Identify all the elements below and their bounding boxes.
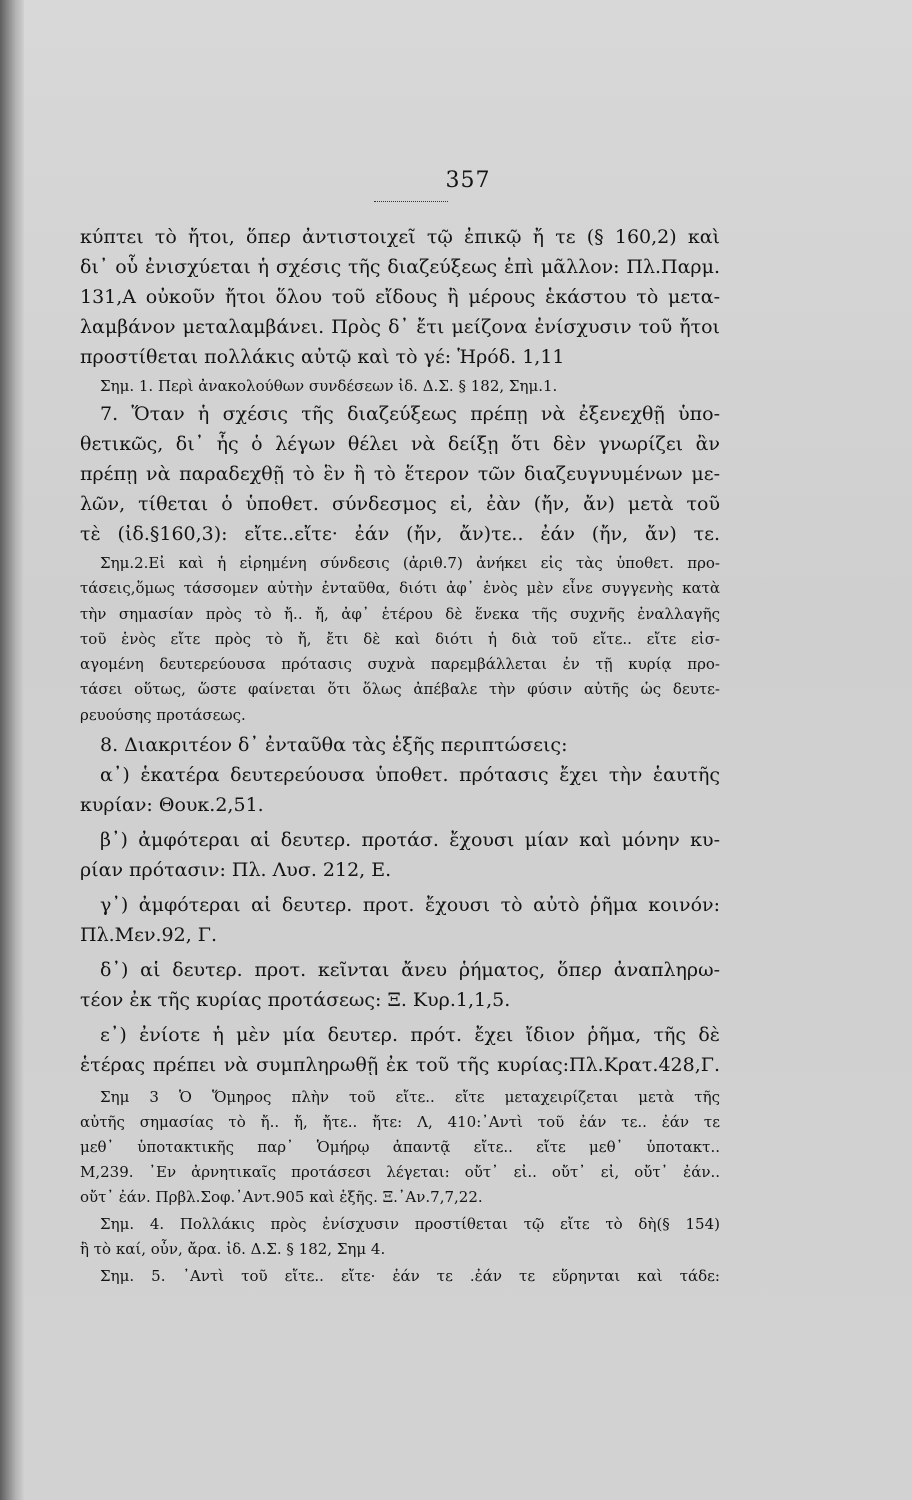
text-line: Πλ.Μεν.92, Γ. (80, 924, 218, 947)
text-line: α᾽) ἑκατέρα δευτερεύουσα ὑποθετ. πρότασις ἔχει τὴν ἑαυτῆς (100, 764, 720, 787)
text-line: πρέπῃ νὰ παραδεχθῇ τὸ ἓν ἢ τὸ ἕτερον τῶν διαζευγνυμένων με- (80, 463, 720, 485)
text-line: λαμβάνον μεταλαμβάνει. Πρὸς δ᾽ ἔτι μείζονα ἐνίσχυσιν τοῦ ἤτοι (80, 316, 720, 338)
note-line: μεθ᾽ ὑποτακτικῆς παρ᾽ Ὁμήρῳ ἀπαντᾷ εἴτε.. εἴτε μεθ᾽ ὑποτακτ.. (80, 1138, 720, 1157)
text-line: 131,Α οὐκοῦν ἤτοι ὅλου τοῦ εἴδους ἢ μέρους ἑκάστου τὸ μετα- (80, 286, 720, 308)
text-line: ρίαν πρότασιν: Πλ. Λυσ. 212, Ε. (80, 859, 392, 882)
note-line: Σημ. 5. ᾽Αντὶ τοῦ εἴτε.. εἴτε· ἐάν τε .ἐάν τε εὕρηνται καὶ τάδε: (100, 1267, 720, 1286)
text-line: τὲ (ἰδ.§160,3): εἴτε..εἴτε· ἐάν (ἤν, ἄν)τε.. ἐάν (ἤν, ἄν) τε. (80, 523, 720, 545)
text-line: β᾽) ἀμφότεραι αἱ δευτερ. προτάσ. ἔχουσι μίαν καὶ μόνην κυ- (100, 829, 720, 852)
text-line: κυρίαν: Θουκ.2,51. (80, 794, 264, 817)
note-line: ἢ τὸ καί, οὖν, ἄρα. ἰδ. Δ.Σ. § 182, Σημ 4. (80, 1240, 386, 1259)
text-line: λῶν, τίθεται ὁ ὑποθετ. σύνδεσμος εἰ, ἐὰν (ἤν, ἄν) μετὰ τοῦ (80, 493, 720, 515)
scan-binding-edge (0, 0, 24, 1500)
text-line: θετικῶς, δι᾽ ἧς ὁ λέγων θέλει νὰ δείξῃ ὅτι δὲν γνωρίζει ἂν (80, 433, 720, 455)
text-line: δ᾽) αἱ δευτερ. προτ. κεῖνται ἄνευ ῥήματος, ὅπερ ἀναπληρω- (100, 959, 720, 982)
note-line: Σημ 3 Ὁ Ὅμηρος πλὴν τοῦ εἴτε.. εἴτε μεταχειρίζεται μετὰ τῆς (100, 1088, 720, 1107)
book-page (24, 0, 912, 1500)
text-line: 8. Διακριτέον δ᾽ ἐνταῦθα τὰς ἑξῆς περιπτώσεις: (100, 734, 568, 757)
note-line: ρευούσης προτάσεως. (80, 705, 246, 724)
note-line: Σημ. 4. Πολλάκις πρὸς ἐνίσχυσιν προστίθεται τῷ εἴτε τὸ δὴ(§ 154) (100, 1215, 720, 1234)
note-line: Μ,239. ᾽Εν ἀρνητικαῖς προτάσεσι λέγεται: οὔτ᾽ εἰ.. οὔτ᾽ εἰ, οὔτ᾽ ἐάν.. (80, 1163, 720, 1182)
page-number-rule (374, 201, 448, 202)
text-line: ε᾽) ἐνίοτε ἡ μὲν μία δευτερ. πρότ. ἔχει ἴδιον ῥῆμα, τῆς δὲ (100, 1024, 720, 1047)
text-line: 7. Ὅταν ἡ σχέσις τῆς διαζεύξεως πρέπῃ νὰ ἐξενεχθῇ ὑπο- (100, 403, 720, 425)
note-line: αγομένη δευτερεύουσα πρότασις συχνὰ παρεμβάλλεται ἐν τῇ κυρίᾳ προ- (80, 655, 720, 674)
page-number: 357 (445, 168, 491, 193)
note-line: τὴν σημασίαν πρὸς τὸ ἤ.. ἤ, ἀφ᾽ ἑτέρου δὲ ἕνεκα τῆς συχνῆς ἐναλλαγῆς (80, 604, 720, 623)
note-line: οὔτ᾽ ἐάν. Πρβλ.Σοφ.᾽Αντ.905 καὶ ἑξῆς. Ξ.᾽Αν.7,7,22. (80, 1188, 483, 1207)
page-body (80, 222, 720, 1289)
note-line: τοῦ ἑνὸς εἴτε πρὸς τὸ ἤ, ἔτι δὲ καὶ διότι ἡ διὰ τοῦ εἴτε.. εἴτε εἰσ- (80, 629, 720, 648)
note-line: τάσει οὕτως, ὥστε φαίνεται ὅτι ὅλως ἀπέβαλε τὴν φύσιν αὐτῆς ὡς δευτε- (80, 680, 720, 699)
text-line: τέον ἐκ τῆς κυρίας προτάσεως: Ξ. Κυρ.1,1,5. (80, 989, 511, 1012)
text-line: ἑτέρας πρέπει νὰ συμπληρωθῇ ἐκ τοῦ τῆς κυρίας:Πλ.Κρατ.428,Γ. (80, 1054, 720, 1077)
text-line: δι᾽ οὗ ἐνισχύεται ἡ σχέσις τῆς διαζεύξεως ἐπὶ μᾶλλον: Πλ.Παρμ. (80, 256, 720, 278)
note-line: Σημ.2.Εἰ καὶ ἡ εἰρημένη σύνδεσις (ἀριθ.7) ἀνήκει εἰς τὰς ὑποθετ. προ- (100, 554, 720, 572)
text-line: προστίθεται πολλάκις αὐτῷ καὶ τὸ γέ: Ἡρόδ. 1,11 (80, 346, 565, 368)
text-line: γ᾽) ἀμφότεραι αἱ δευτερ. προτ. ἔχουσι τὸ αὐτὸ ῥῆμα κοινόν: (100, 894, 720, 917)
note-line: τάσεις,ὅμως τάσσομεν αὐτὴν ἐνταῦθα, διότι ἀφ᾽ ἑνὸς μὲν εἶνε συγγενὴς κατὰ (80, 579, 720, 598)
text-line: κύπτει τὸ ἤτοι, ὅπερ ἀντιστοιχεῖ τῷ ἐπικῷ ἤ τε (§ 160,2) καὶ (80, 226, 720, 248)
note-line: αὐτῆς σημασίας τὸ ἤ.. ἤ, ἤτε.. ἤτε: Λ, 410:᾽Αντὶ τοῦ ἐάν τε.. ἐάν τε (80, 1113, 720, 1132)
note-line: Σημ. 1. Περὶ ἀνακολούθων συνδέσεων ἰδ. Δ.Σ. § 182, Σημ.1. (100, 377, 558, 395)
